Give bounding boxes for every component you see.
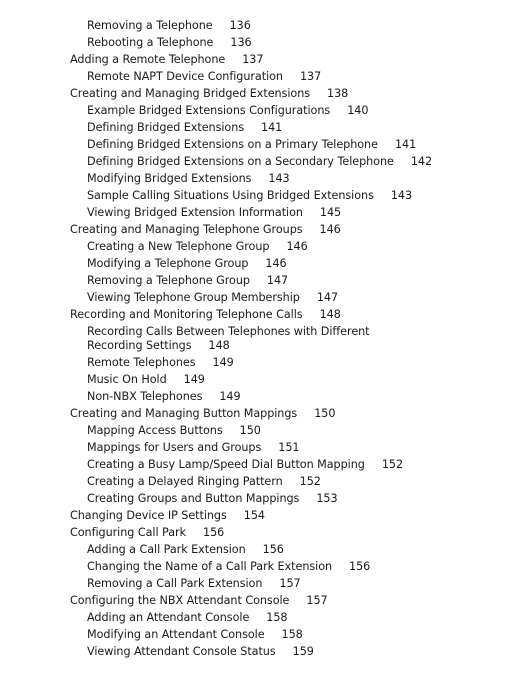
toc-entry[interactable]	[0, 206, 513, 220]
toc-entry-title: Viewing Attendant Console Status	[87, 645, 276, 658]
toc-entry-title: Mapping Access Buttons	[87, 424, 223, 437]
toc-entry-title: Defining Bridged Extensions	[87, 121, 245, 134]
toc-entry[interactable]	[0, 356, 513, 370]
toc-entry[interactable]	[0, 274, 513, 288]
toc-entry-title: Modifying Bridged Extensions	[87, 172, 252, 185]
toc-entry[interactable]	[0, 390, 513, 404]
toc-entry-title: Configuring the NBX Attendant Console	[70, 594, 290, 607]
toc-entry-page: 140	[347, 104, 369, 117]
toc-entry-page: 151	[278, 441, 300, 454]
toc-entry-page: 152	[299, 475, 321, 488]
toc-entry-page: 153	[316, 492, 338, 505]
toc-entry-page: 136	[230, 36, 252, 49]
toc-entry-page: 141	[261, 121, 283, 134]
toc-entry[interactable]	[0, 441, 513, 455]
toc-entry-title: Viewing Bridged Extension Information	[87, 206, 303, 219]
toc-entry-title: Creating and Managing Button Mappings	[70, 407, 298, 420]
toc-entry[interactable]	[0, 53, 513, 67]
toc-entry[interactable]	[0, 458, 513, 472]
toc-entry-page: 148	[208, 339, 230, 352]
toc-entry-page: 148	[319, 308, 341, 321]
toc-entry[interactable]	[0, 308, 513, 322]
toc-entry-page: 146	[319, 223, 341, 236]
toc-entry[interactable]	[0, 475, 513, 489]
toc-entry[interactable]	[0, 325, 417, 353]
toc-entry-title: Music On Hold	[87, 373, 167, 386]
toc-entry-page: 143	[390, 189, 413, 202]
toc-entry-page: 156	[262, 543, 284, 556]
toc-entry-title: Removing a Call Park Extension	[87, 577, 263, 590]
toc-entry-page: 156	[203, 526, 225, 539]
toc-entry[interactable]	[0, 291, 513, 305]
toc-entry-page: 156	[349, 560, 371, 573]
toc-entry[interactable]	[0, 223, 513, 237]
toc-entry-title: Example Bridged Extensions Configurations	[87, 104, 331, 117]
toc-entry-title: Modifying a Telephone Group	[87, 257, 249, 270]
toc-entry[interactable]	[0, 628, 513, 642]
toc-entry-page: 157	[306, 594, 328, 607]
toc-entry-title: Configuring Call Park	[70, 526, 187, 539]
toc-entry[interactable]	[0, 492, 513, 506]
toc-entry-title: Rebooting a Telephone	[87, 36, 214, 49]
toc-entry[interactable]	[0, 526, 513, 540]
toc-entry-title: Changing Device IP Settings	[70, 509, 227, 522]
toc-entry-title: Adding an Attendant Console	[87, 611, 250, 624]
toc-entry-page: 149	[219, 390, 241, 403]
toc-entry-page: 152	[381, 458, 404, 471]
toc-entry-page: 150	[239, 424, 261, 437]
toc-entry-title: Remote NAPT Device Configuration	[87, 70, 283, 83]
toc-entry[interactable]	[0, 121, 513, 135]
toc-entry[interactable]	[0, 19, 513, 33]
toc-entry[interactable]	[0, 104, 513, 118]
toc-entry[interactable]	[0, 577, 513, 591]
toc-entry[interactable]	[0, 543, 513, 557]
toc-entry-page: 141	[394, 138, 417, 151]
toc-entry[interactable]	[0, 138, 513, 152]
toc-entry[interactable]	[0, 87, 513, 101]
toc-entry-page: 158	[281, 628, 303, 641]
toc-entry-title: Recording Calls Between Telephones with Different Recording Settings	[87, 325, 370, 352]
toc-entry[interactable]	[0, 36, 513, 50]
toc-entry-title: Modifying an Attendant Console	[87, 628, 265, 641]
toc-entry[interactable]	[0, 70, 513, 84]
toc-entry[interactable]	[0, 373, 513, 387]
toc-entry-page: 146	[286, 240, 308, 253]
toc-entry-page: 143	[268, 172, 290, 185]
toc-entry-title: Non-NBX Telephones	[87, 390, 203, 403]
toc-entry[interactable]	[0, 509, 513, 523]
toc-entry-title: Viewing Telephone Group Membership	[87, 291, 300, 304]
toc-entry-title: Mappings for Users and Groups	[87, 441, 262, 454]
toc-entry[interactable]	[0, 560, 513, 574]
toc-entry-title: Creating a Busy Lamp/Speed Dial Button Mapping	[87, 458, 365, 471]
toc-entry-page: 157	[279, 577, 301, 590]
toc-entry-page: 150	[314, 407, 336, 420]
toc-entry-page: 137	[299, 70, 322, 83]
toc-entry[interactable]	[0, 240, 513, 254]
toc-entry-title: Defining Bridged Extensions on a Secondary Telephone	[87, 155, 394, 168]
toc-entry[interactable]	[0, 257, 513, 271]
toc-entry-title: Creating a New Telephone Group	[87, 240, 270, 253]
toc-entry[interactable]	[0, 611, 513, 625]
toc-entry-page: 147	[316, 291, 339, 304]
toc-entry[interactable]	[0, 424, 513, 438]
toc-entry-page: 138	[327, 87, 349, 100]
toc-entry[interactable]	[0, 594, 513, 608]
toc-entry[interactable]	[0, 155, 513, 169]
toc-entry-title: Creating Groups and Button Mappings	[87, 492, 300, 505]
toc-entry-page: 145	[319, 206, 342, 219]
toc-entry-page: 136	[229, 19, 251, 32]
toc-entry-title: Creating a Delayed Ringing Pattern	[87, 475, 283, 488]
toc-entry-title: Defining Bridged Extensions on a Primary Telephone	[87, 138, 378, 151]
toc-entry-title: Creating and Managing Bridged Extensions	[70, 87, 311, 100]
toc-entry-title: Adding a Call Park Extension	[87, 543, 246, 556]
toc-entry[interactable]	[0, 189, 513, 203]
toc-entry-page: 147	[266, 274, 289, 287]
toc-entry-title: Sample Calling Situations Using Bridged Extensions	[87, 189, 374, 202]
toc-entry-page: 159	[292, 645, 314, 658]
toc-entry[interactable]	[0, 407, 513, 421]
toc-entry-title: Remote Telephones	[87, 356, 196, 369]
toc-entry-page: 142	[410, 155, 433, 168]
toc-entry-title: Changing the Name of a Call Park Extension	[87, 560, 333, 573]
toc-entry-page: 149	[183, 373, 205, 386]
toc-entry-title: Adding a Remote Telephone	[70, 53, 226, 66]
toc-entry-title: Removing a Telephone Group	[87, 274, 250, 287]
toc-entry[interactable]	[0, 172, 513, 186]
toc-entry-page: 137	[242, 53, 264, 66]
toc-entry-title: Removing a Telephone	[87, 19, 213, 32]
toc-entry-title: Recording and Monitoring Telephone Calls	[70, 308, 303, 321]
toc-entry-page: 154	[243, 509, 265, 522]
toc-entry-page: 158	[266, 611, 288, 624]
table-of-contents	[0, 19, 513, 662]
toc-entry-page: 149	[212, 356, 234, 369]
toc-entry-page: 146	[265, 257, 287, 270]
toc-entry[interactable]	[0, 645, 513, 659]
toc-entry-title: Creating and Managing Telephone Groups	[70, 223, 303, 236]
